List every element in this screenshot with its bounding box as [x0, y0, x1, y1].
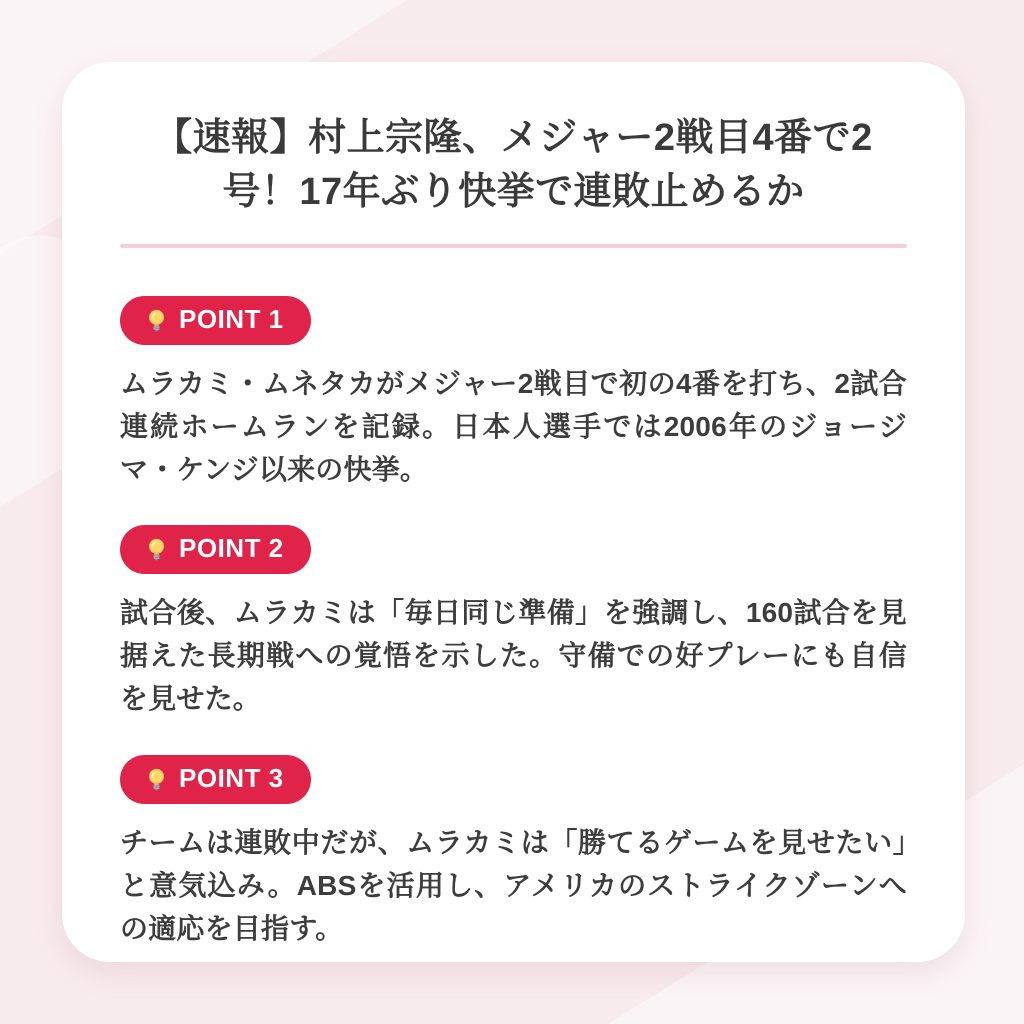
lightbulb-icon	[143, 536, 170, 563]
point-3-badge-label: POINT 3	[179, 762, 284, 793]
lightbulb-icon	[143, 766, 170, 793]
point-1-badge-label: POINT 1	[179, 303, 284, 334]
point-2-badge-label: POINT 2	[179, 533, 284, 564]
lightbulb-icon	[143, 307, 170, 334]
title-divider	[120, 244, 907, 248]
news-summary-card	[62, 62, 965, 962]
article-title: 【速報】村上宗隆、メジャー2戦目4番で2号！17年ぶり快挙で連敗止めるか	[154, 117, 873, 213]
point-3-badge	[120, 755, 311, 804]
point-section-2	[120, 525, 907, 720]
point-1-badge	[120, 296, 311, 345]
point-3-text: チームは連敗中だが、ムラカミは「勝てるゲームを見せたい」と意気込み。ABSを活用し、アメリカのストライクゾーンへの適応を目指す。	[120, 826, 907, 944]
point-2-badge	[120, 525, 311, 574]
point-section-3	[120, 755, 907, 950]
point-1-text: ムラカミ・ムネタカがメジャー2戦目で初の4番を打ち、2試合連続ホームランを記録。日本人選手では2006年のジョージマ・ケンジ以来の快挙。	[120, 367, 907, 486]
point-section-1	[120, 296, 907, 491]
point-2-text: 試合後、ムラカミは「毎日同じ準備」を強調し、160試合を見据えた長期戦への覚悟を示した。守備での好プレーにも自信を見せた。	[120, 597, 907, 715]
